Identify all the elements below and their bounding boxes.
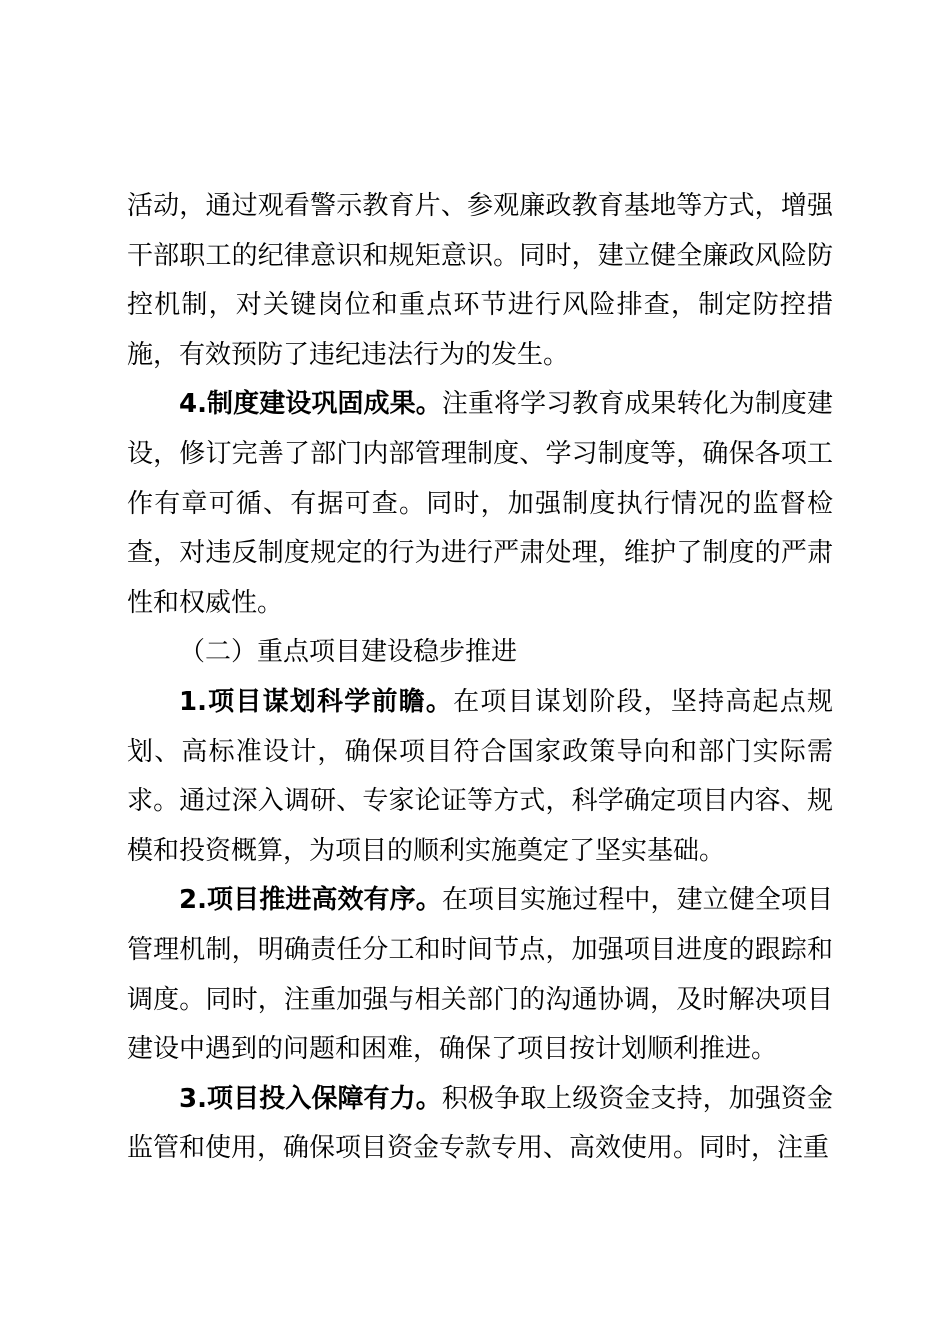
section-heading-text: （二）重点项目建设稳步推进 bbox=[179, 637, 518, 668]
paragraph-text: 注重将学习教育成果转化为制度建设，修订完善了部门内部管理制度、学习制度等，确保各项工作有章可循、有据可查。同时，加强制度执行情况的监督检查，对违反制度规定的行为进行严肃处理，维护了制度的严肃性和权威性。 bbox=[127, 389, 833, 618]
paragraph-project-planning bbox=[127, 678, 833, 876]
paragraph-text: 积极争取上级资金支持，加强资金监管和使用，确保项目资金专款专用、高效使用。同时，注重 bbox=[127, 1083, 833, 1164]
section-heading bbox=[127, 628, 833, 678]
paragraph-continued bbox=[127, 182, 833, 380]
paragraph-text: 在项目谋划阶段，坚持高起点规划、高标准设计，确保项目符合国家政策导向和部门实际需求。通过深入调研、专家论证等方式，科学确定项目内容、规模和投资概算，为项目的顺利实施奠定了坚实基础。 bbox=[127, 686, 833, 866]
paragraph-project-progress bbox=[127, 876, 833, 1074]
paragraph-heading: 1.项目谋划科学前瞻。 bbox=[179, 686, 454, 717]
document-body bbox=[127, 182, 833, 1174]
paragraph-institution-building bbox=[127, 380, 833, 628]
paragraph-heading: 3.项目投入保障有力。 bbox=[179, 1083, 442, 1114]
paragraph-heading: 4.制度建设巩固成果。 bbox=[179, 389, 442, 420]
paragraph-heading: 2.项目推进高效有序。 bbox=[179, 885, 442, 916]
paragraph-text: 活动，通过观看警示教育片、参观廉政教育基地等方式，增强干部职工的纪律意识和规矩意识。同时，建立健全廉政风险防控机制，对关键岗位和重点环节进行风险排查，制定防控措施，有效预防了违纪违法行为的发生。 bbox=[127, 191, 833, 370]
paragraph-project-investment bbox=[127, 1075, 833, 1174]
paragraph-text: 在项目实施过程中，建立健全项目管理机制，明确责任分工和时间节点，加强项目进度的跟踪和调度。同时，注重加强与相关部门的沟通协调，及时解决项目建设中遇到的问题和困难，确保了项目按计划顺利推进。 bbox=[127, 885, 833, 1065]
